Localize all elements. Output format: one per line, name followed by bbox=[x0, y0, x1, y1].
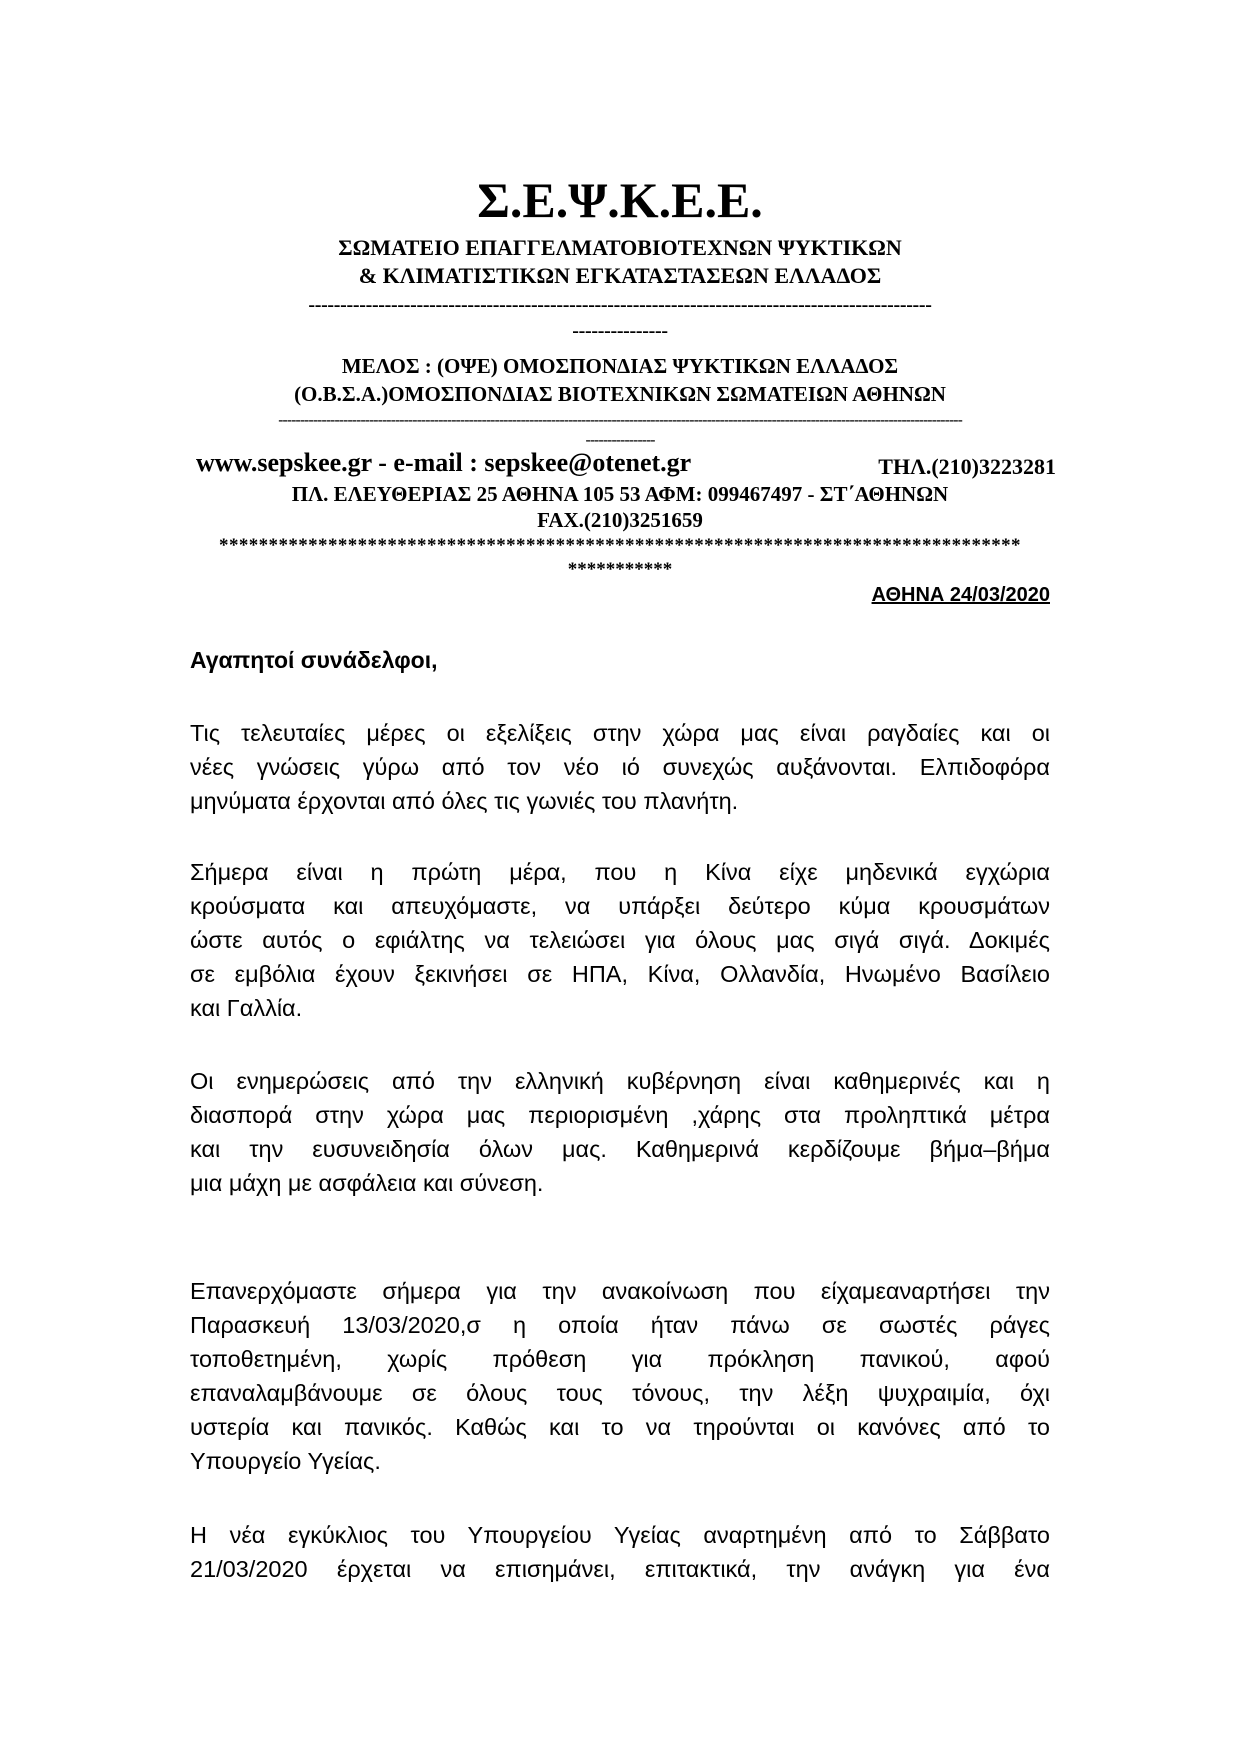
phone-number: ΤΗΛ.(210)3223281 bbox=[878, 454, 1056, 479]
paragraph-line: και Γαλλία. bbox=[190, 995, 303, 1021]
divider-dashes-2b: ---------------- bbox=[585, 432, 655, 449]
paragraph-line: Σήμερα είναι η πρώτη μέρα, που η Κίνα είχε μηδενικά εγχώρια bbox=[190, 859, 1050, 885]
paragraph-line: Υπουργείο Υγείας. bbox=[190, 1448, 381, 1474]
address-line: ΠΛ. ΕΛΕΥΘΕΡΙΑΣ 25 ΑΘΗΝΑ 105 53 ΑΦΜ: 099467497 - ΣΤ΄ΑΘΗΝΩΝ bbox=[291, 482, 949, 506]
paragraph-4 bbox=[190, 1274, 1050, 1478]
organization-name-line2: & ΚΛΙΜΑΤΙΣΤΙΚΩΝ ΕΓΚΑΤΑΣΤΑΣΕΩΝ ΕΛΛΑΔΟΣ bbox=[358, 263, 882, 288]
organization-name-line1: ΣΩΜΑΤΕΙΟ ΕΠΑΓΓΕΛΜΑΤΟΒΙΟΤΕΧΝΩΝ ΨΥΚΤΙΚΩΝ bbox=[338, 235, 902, 260]
letter-greeting: Αγαπητοί συνάδελφοι, bbox=[190, 647, 438, 673]
paragraph-3 bbox=[190, 1064, 1050, 1200]
paragraph-line: μηνύματα έρχονται από όλες τις γωνιές του πλανήτη. bbox=[190, 788, 739, 814]
paragraph-line: νέες γνώσεις γύρω από τον νέο ιό συνεχώς αυξάνονται. Ελπιδοφόρα bbox=[190, 754, 1050, 780]
divider-dashes-1b: --------------- bbox=[572, 320, 668, 342]
paragraph-line: υστερία και πανικός. Καθώς και το να τηρούνται οι κανόνες από το bbox=[190, 1414, 1050, 1440]
paragraph-1 bbox=[190, 716, 1050, 818]
paragraph-line: Επανερχόμαστε σήμερα για την ανακοίνωση που είχαμεαναρτήσει την bbox=[190, 1278, 1050, 1304]
membership-line1: ΜΕΛΟΣ : (ΟΨΕ) ΟΜΟΣΠΟΝΔΙΑΣ ΨΥΚΤΙΚΩΝ ΕΛΛΑΔΟΣ bbox=[341, 354, 899, 378]
paragraph-line: επαναλαμβάνουμε σε όλους τους τόνους, την λέξη ψυχραιμία, όχι bbox=[190, 1380, 1050, 1406]
letter-date: ΑΘΗΝΑ 24/03/2020 bbox=[871, 584, 1050, 606]
divider-stars-a: ********************************************************************************* bbox=[219, 535, 1021, 556]
divider-dashes-1a: -------------------------------------------------------------------------------------------------- bbox=[308, 294, 932, 316]
paragraph-2 bbox=[190, 855, 1050, 1025]
organization-acronym: Σ.Ε.Ψ.Κ.Ε.Ε. bbox=[477, 172, 763, 228]
paragraph-line: Οι ενημερώσεις από την ελληνική κυβέρνηση είναι καθημερινές και η bbox=[190, 1068, 1050, 1094]
paragraph-line: τοποθετημένη, χωρίς πρόθεση για πρόκληση πανικού, αφού bbox=[190, 1346, 1050, 1372]
paragraph-line: σε εμβόλια έχουν ξεκινήσει σε ΗΠΑ, Κίνα, Ολλανδία, Ηνωμένο Βασίλειο bbox=[190, 961, 1050, 987]
membership-line2: (Ο.Β.Σ.Α.)ΟΜΟΣΠΟΝΔΙΑΣ ΒΙΟΤΕΧΝΙΚΩΝ ΣΩΜΑΤΕΙΩΝ ΑΘΗΝΩΝ bbox=[294, 382, 946, 406]
fax-line: FAX.(210)3251659 bbox=[537, 508, 703, 532]
paragraph-line: ώστε αυτός ο εφιάλτης να τελειώσει για όλους μας σιγά σιγά. Δοκιμές bbox=[190, 927, 1050, 953]
paragraph-line: μια μάχη με ασφάλεια και σύνεση. bbox=[190, 1170, 544, 1196]
contact-line bbox=[196, 446, 1056, 480]
website-email: www.sepskee.gr - e-mail : sepskee@otenet.gr bbox=[196, 448, 692, 477]
paragraph-line: κρούσματα και απευχόμαστε, να υπάρξει δεύτερο κύμα κρουσμάτων bbox=[190, 893, 1050, 919]
paragraph-line: 21/03/2020 έρχεται να επισημάνει, επιτακτικά, την ανάγκη για ένα bbox=[190, 1556, 1050, 1582]
paragraph-line: και την ευσυνειδησία όλων μας. Καθημερινά κερδίζουμε βήμα–βήμα bbox=[190, 1136, 1050, 1162]
paragraph-5 bbox=[190, 1518, 1050, 1586]
paragraph-line: Η νέα εγκύκλιος του Υπουργείου Υγείας αναρτημένη από το Σάββατο bbox=[190, 1522, 1050, 1548]
paragraph-line: Παρασκευή 13/03/2020,σ η οποία ήταν πάνω σε σωστές ράγες bbox=[190, 1312, 1050, 1338]
divider-dashes-2a: -------------------------------------------------------------------------------------------------------------------------------------------------------------- bbox=[278, 412, 962, 429]
paragraph-line: διασπορά στην χώρα μας περιορισμένη ,χάρης στα προληπτικά μέτρα bbox=[190, 1102, 1050, 1128]
divider-stars-b: *********** bbox=[567, 559, 673, 580]
paragraph-line: Τις τελευταίες μέρες οι εξελίξεις στην χώρα μας είναι ραγδαίες και οι bbox=[190, 720, 1050, 746]
